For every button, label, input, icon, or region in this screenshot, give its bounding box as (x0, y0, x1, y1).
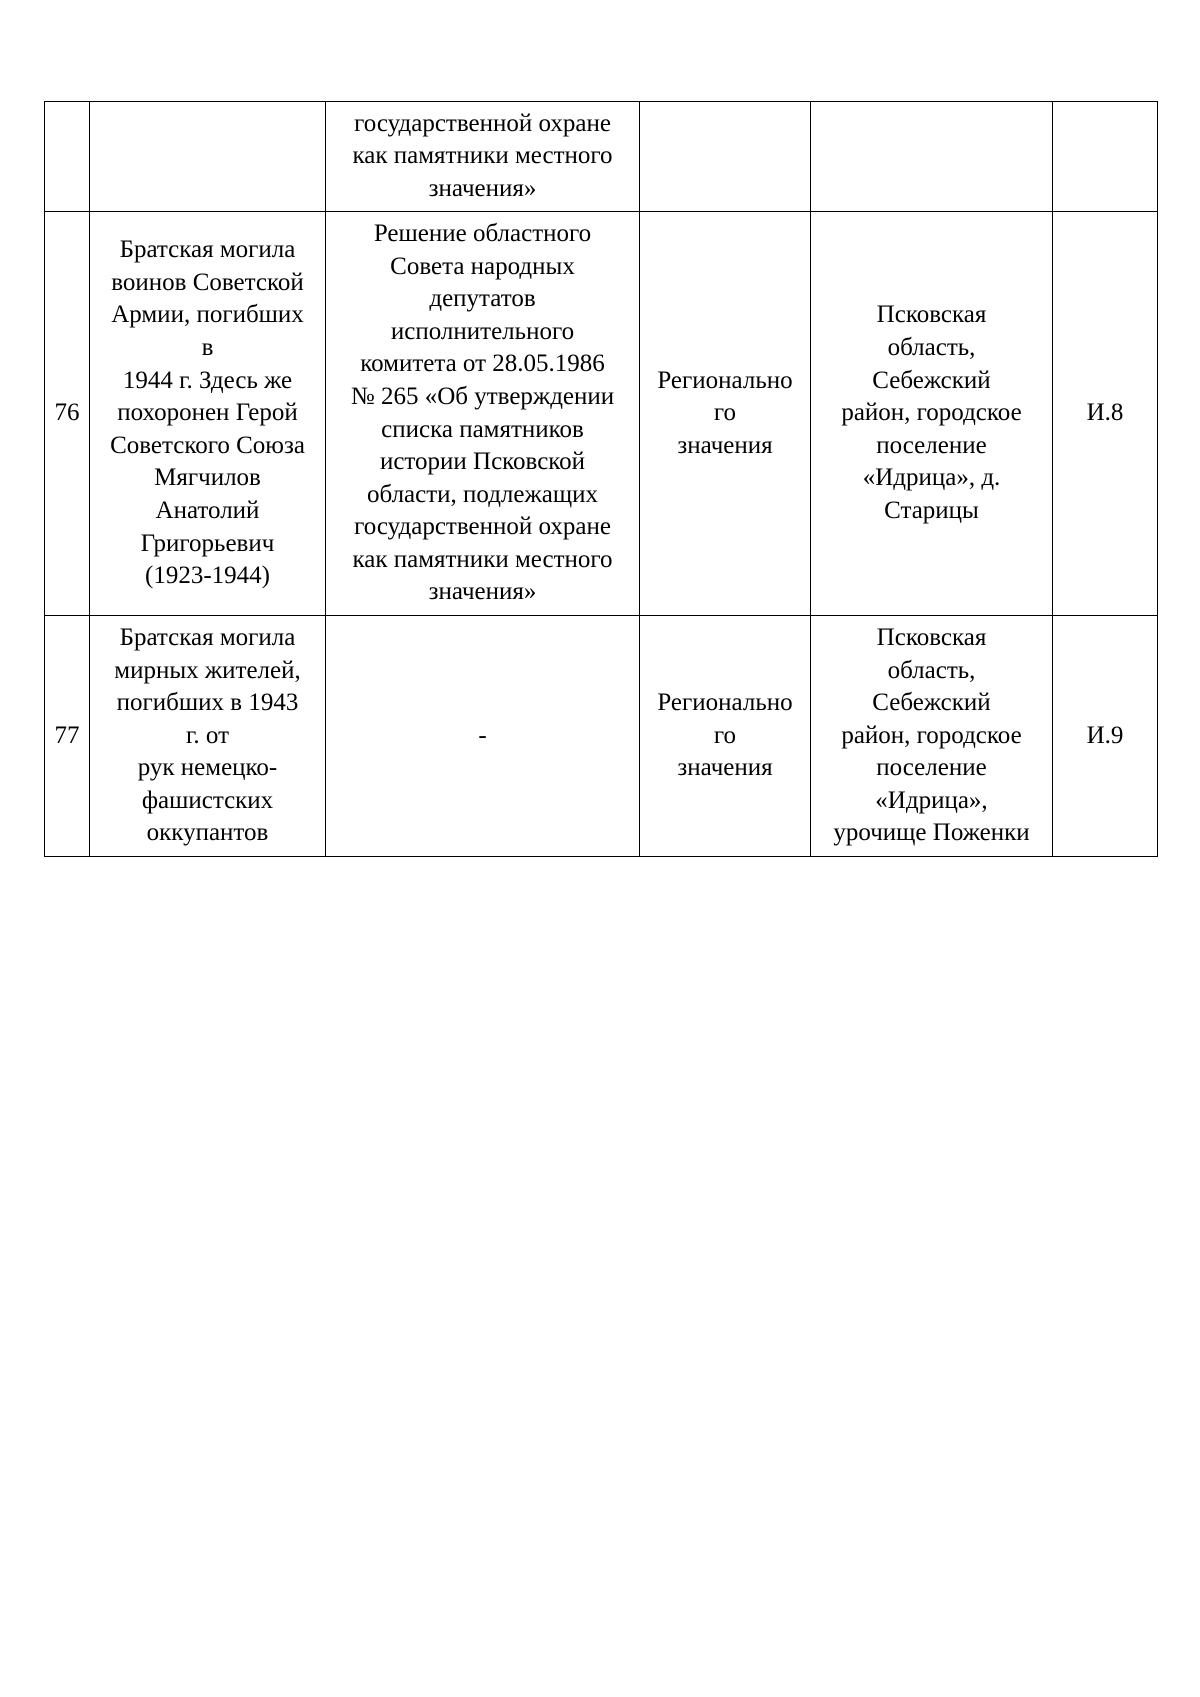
code-text: И.9 (1086, 721, 1124, 749)
row-number-cell (45, 212, 90, 616)
document-cell (326, 102, 640, 212)
code-cell (1053, 102, 1158, 212)
location-text: Псковская область, Себежский район, городское поселение «Идрица», урочище Поженки (833, 623, 1030, 847)
monuments-table (44, 101, 1158, 857)
monument-name-cell (90, 212, 326, 616)
monument-name: Братская могила воинов Советской Армии, погибших в 1944 г. Здесь же похоронен Герой Советского Союза Мягчилов Анатолий Григорьевич (1923-1944) (110, 236, 305, 590)
category-cell (640, 102, 811, 212)
location-cell (811, 212, 1053, 616)
document-text: государственной охране как памятники местного значения» (352, 109, 613, 202)
location-text: Псковская область, Себежский район, городское поселение «Идрица», д. Старицы (841, 301, 1022, 524)
row-number-cell (45, 616, 90, 857)
location-cell (811, 102, 1053, 212)
code-text: И.8 (1086, 399, 1124, 427)
row-number-cell (45, 102, 90, 212)
table-row (45, 212, 1158, 616)
document-text: Решение областного Совета народных депутатов исполнительного комитета от 28.05.1986 № 265 «Об утверждении списка памятников истории Псковской области, подлежащих государственной охране как памятники местного значения» (350, 219, 615, 606)
category-cell (640, 616, 811, 857)
row-number: 77 (54, 721, 80, 749)
category-text: Регионально го значения (657, 366, 793, 459)
monument-name-cell (90, 102, 326, 212)
document-text: - (478, 721, 487, 749)
location-cell (811, 616, 1053, 857)
table-row (45, 616, 1158, 857)
table-row (45, 102, 1158, 212)
monument-name-cell (90, 616, 326, 857)
category-text: Регионально го значения (657, 689, 793, 782)
code-cell (1053, 616, 1158, 857)
monument-name: Братская могила мирных жителей, погибших в 1943 г. от рук немецко- фашистских оккупантов (114, 623, 301, 847)
category-cell (640, 212, 811, 616)
document-cell (326, 616, 640, 857)
row-number: 76 (54, 399, 80, 427)
code-cell (1053, 212, 1158, 616)
document-cell (326, 212, 640, 616)
